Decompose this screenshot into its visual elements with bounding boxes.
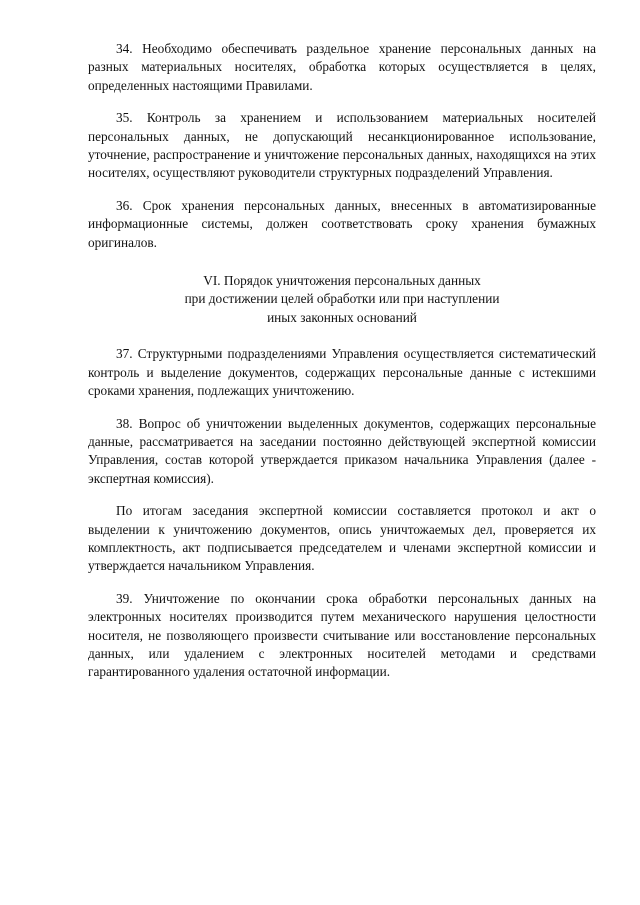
paragraph-34: 34. Необходимо обеспечивать раздельное хранение персональных данных на разных материальных носителях, обработка которых осуществляется в целях, определенных настоящими Правилами. (88, 41, 596, 93)
section-heading-line-3: иных законных оснований (267, 309, 417, 325)
paragraph-37: 37. Структурными подразделениями Управления осуществляется систематический контроль и выделение документов, содержащих персональные данные с истекшими сроками хранения, подлежащих уничтожению. (88, 346, 596, 399)
section-heading-line-2: при достижении целей обработки или при наступлении (184, 291, 500, 307)
paragraph-38: 38. Вопрос об уничтожении выделенных документов, содержащих персональные данные, рассматривается на заседании постоянно действующей экспертной комиссии Управления, состав которой утверждается приказом начальника Управления (далее - экспертная комиссия). (88, 415, 596, 486)
document-page (88, 40, 596, 682)
paragraph-35: 35. Контроль за хранением и использованием материальных носителей персональных данных, не допускающий несанкционированное использование, уточнение, распространение и уничтожение персональных данных, находящихся на этих носителях, осуществляют руководители структурных подразделений Управления. (88, 110, 596, 181)
section-heading-vi (88, 272, 596, 327)
paragraph-38-continuation: По итогам заседания экспертной комиссии составляется протокол и акт о выделении к уничтожению документов, опись уничтожаемых дел, проверяется их комплектность, акт подписывается председателем и членами экспертной комиссии и утверждается начальником Управления. (88, 503, 596, 574)
section-heading-line-1: VI. Порядок уничтожения персональных данных (203, 273, 481, 289)
paragraph-36: 36. Срок хранения персональных данных, внесенных в автоматизированные информационные системы, должен соответствовать сроку хранения бумажных оригиналов. (88, 197, 596, 250)
paragraph-39: 39. Уничтожение по окончании срока обработки персональных данных на электронных носителях производится путем механического нарушения целостности носителя, не позволяющего произвести считывание или восстановление персональных данных, или удалением с электронных носителей методами и средствами гарантированного удаления остаточной информации. (88, 590, 596, 680)
